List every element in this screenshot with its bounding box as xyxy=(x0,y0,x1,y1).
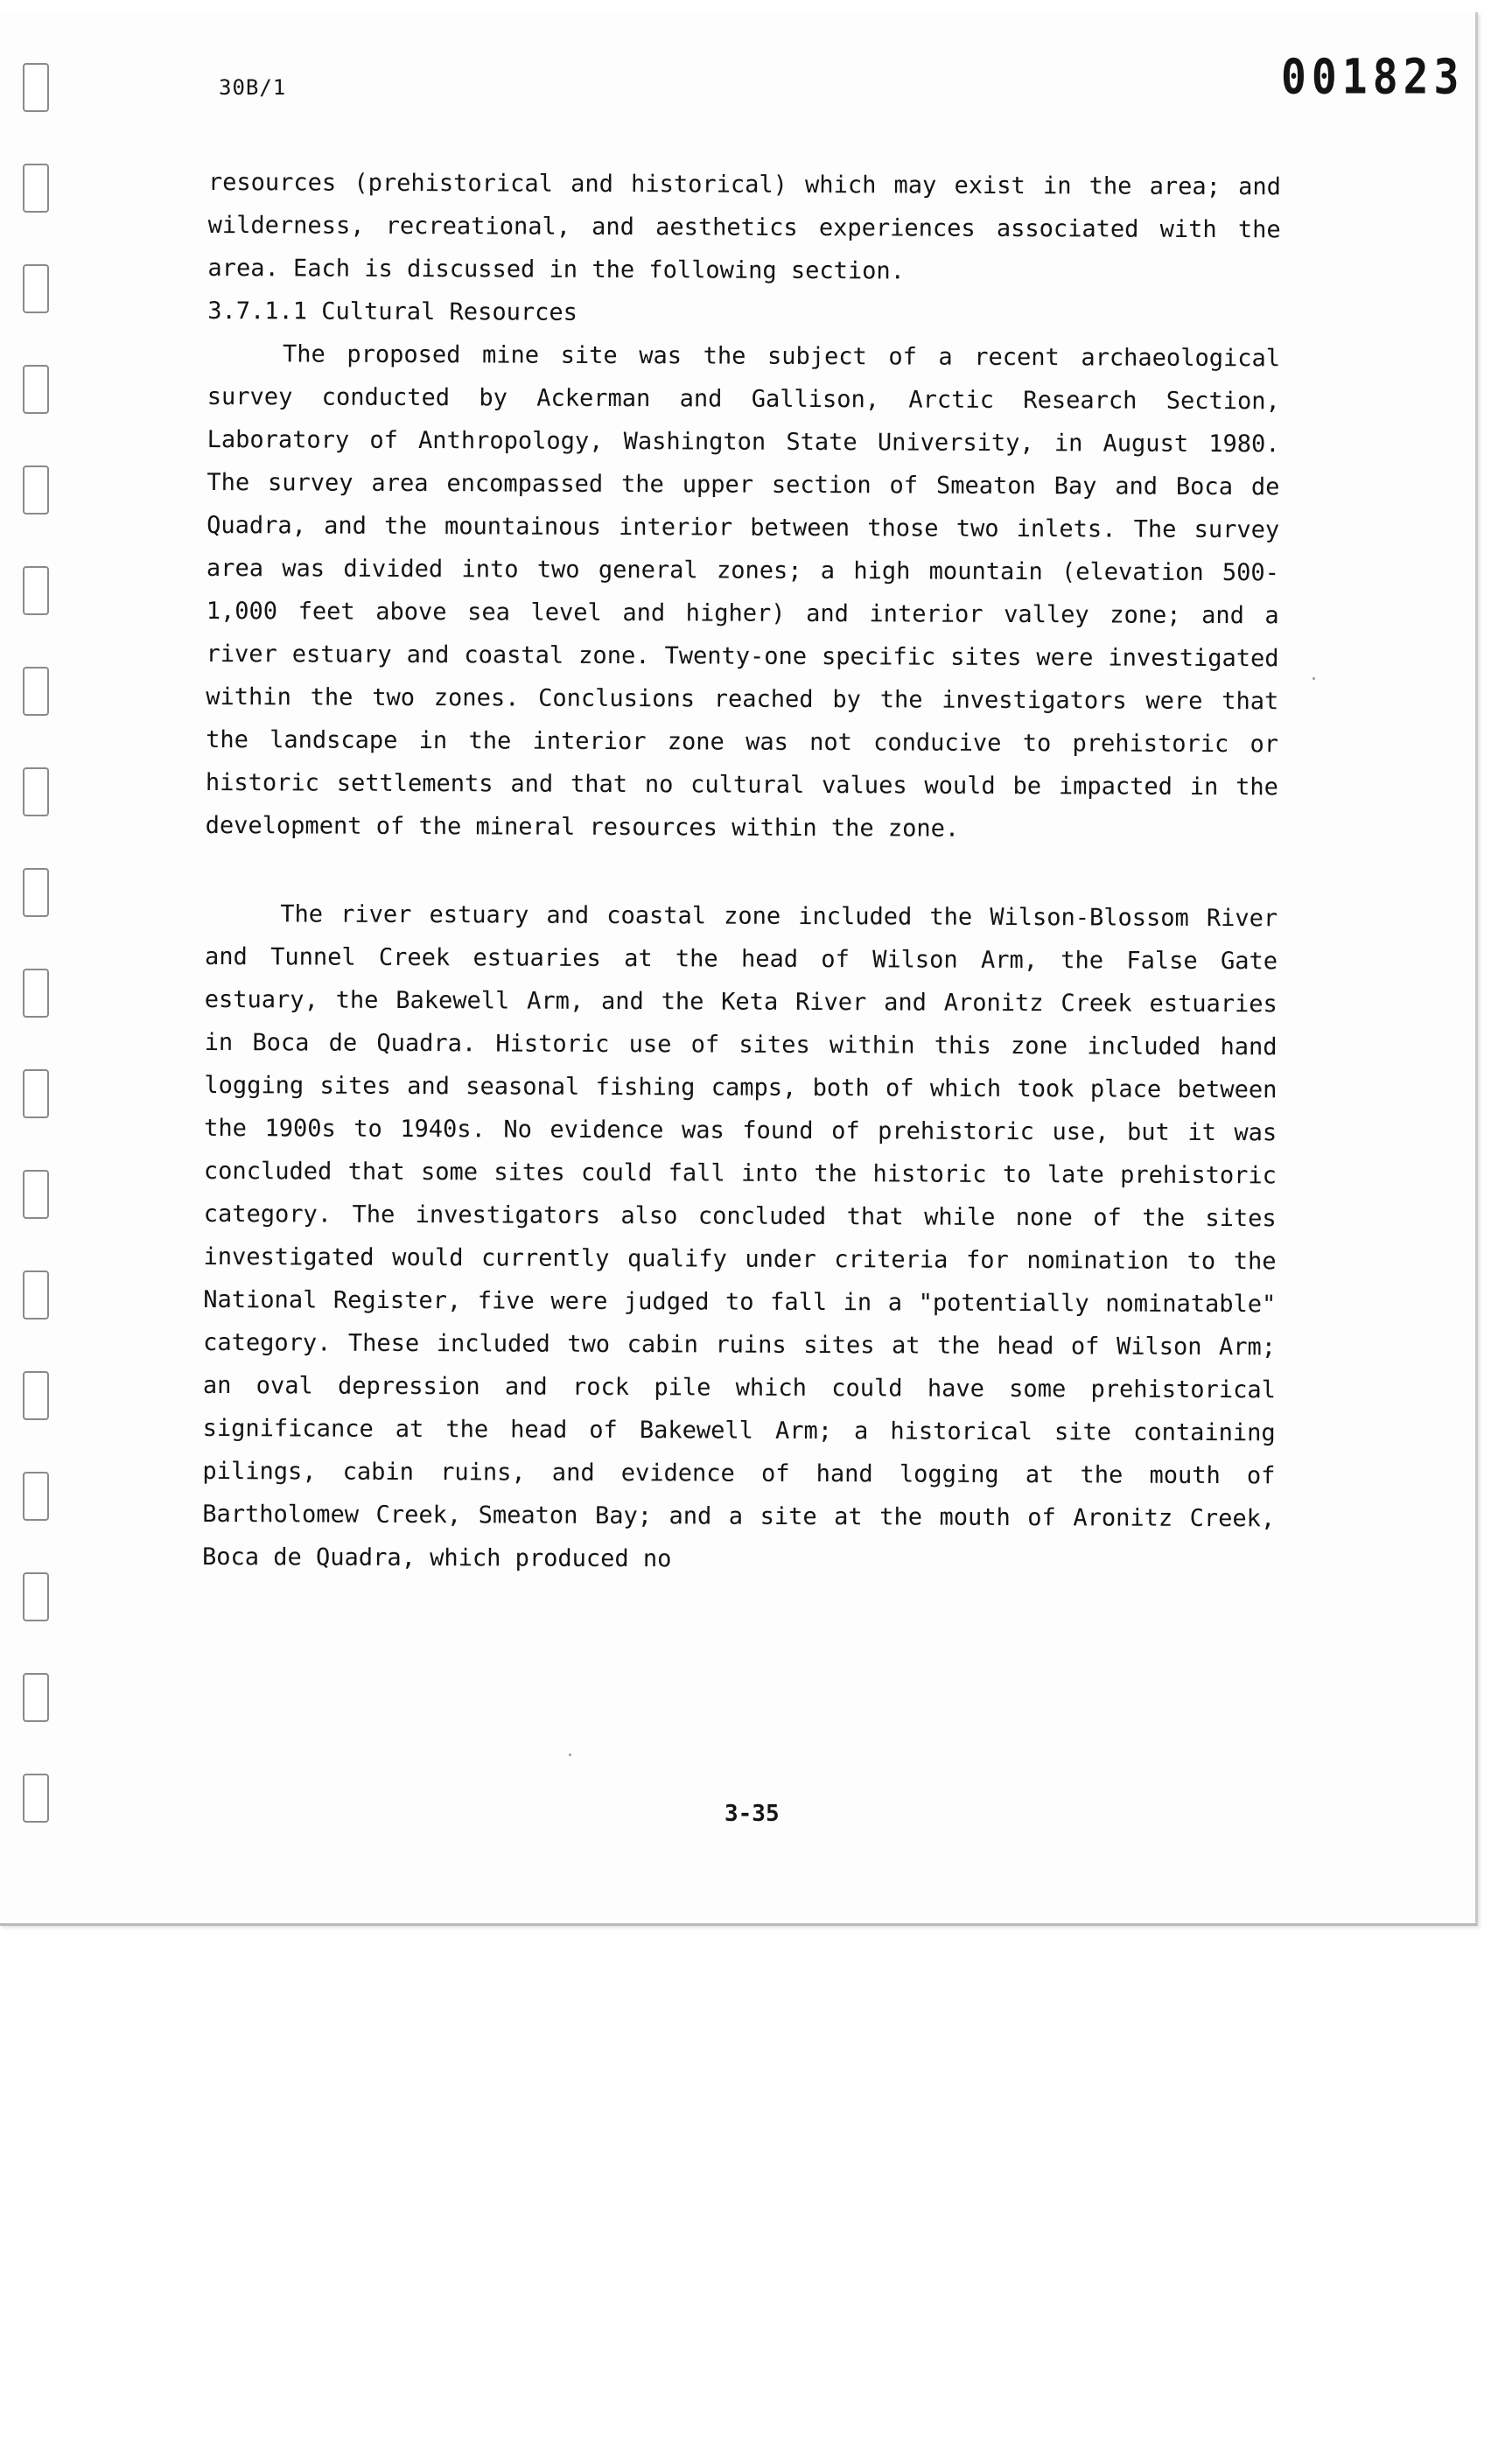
binder-hole-icon xyxy=(23,1472,49,1521)
binder-hole-icon xyxy=(23,1170,49,1219)
section-heading: 3.7.1.1 Cultural Resources xyxy=(207,297,578,326)
body-paragraph-2: The river estuary and coastal zone included the Wilson-Blossom River and Tunnel Creek estuaries at the head of Wilson Arm, the False Gate estuary, the Bakewell Arm, and the Keta River and Aronitz Creek estuaries in Boca de Quadra. Historic use of sites within this zone included hand logging sites and seasonal fishing camps, both of which took place between the 1900s to 1940s. No evidence was found of prehistoric use, but it was concluded that some sites could fall into the historic to late prehistoric category. The investigators also concluded that while none of the sites investigated would currently qualify under criteria for nomination to the National Register, five were judged to fall in a "potentially nominatable" category. These included two cabin ruins sites at the head of Wilson Arm; an oval depression and rock pile which could have some prehistorical significance at the head of Bakewell Arm; a historical site containing pilings, cabin ruins, and evidence of hand logging at the mouth of Bartholomew Creek, Smeaton Bay; and a site at the mouth of Aronitz Creek, Boca de Quadra, which produced no xyxy=(201,900,1278,1573)
binder-hole-icon xyxy=(23,1371,49,1420)
body-paragraph-1: The proposed mine site was the subject of a recent archaeological survey conducted by Ackerman and Gallison, Arctic Research Section, Laboratory of Anthropology, Washington State University, in August 1980. The survey area encompassed the upper section of Smeaton Bay and Boca de Quadra, and the mountainous interior between those two inlets. The survey area was divided into two general zones; a high mountain (elevation 500-1,000 feet above sea level and higher) and interior valley zone; and a river estuary and coastal zone. Twenty-one specific sites were investigated within the two zones. Conclusions reached by the investigators were that the landscape in the interior zone was not conducive to prehistoric or historic settlements and that no cultural values would be impacted in the development of the mineral resources within the zone. xyxy=(205,340,1281,843)
binder-hole-icon xyxy=(23,466,49,514)
binder-hole-icon xyxy=(23,1673,49,1722)
binder-hole-icon xyxy=(23,365,49,414)
binder-hole-icon xyxy=(23,63,49,112)
scan-speck xyxy=(1312,677,1315,680)
scan-speck xyxy=(569,1754,571,1756)
binder-hole-icon xyxy=(23,1572,49,1621)
binder-hole-icon xyxy=(23,1069,49,1118)
document-code: 30B/1 xyxy=(219,75,287,100)
document-stamp-number: 001823 xyxy=(1281,48,1465,106)
intro-paragraph: resources (prehistorical and historical) which may exist in the area; and wilderness, recreational, and aesthetics experiences associated with the area. Each is discussed in the following section. xyxy=(207,168,1281,285)
binder-hole-icon xyxy=(23,667,49,716)
binder-holes xyxy=(23,63,49,1874)
page-body xyxy=(202,161,1281,1583)
binder-hole-icon xyxy=(23,767,49,816)
scanned-page xyxy=(0,12,1478,1926)
binder-hole-icon xyxy=(23,969,49,1018)
binder-hole-icon xyxy=(23,264,49,313)
binder-hole-icon xyxy=(23,1774,49,1823)
binder-hole-icon xyxy=(23,1270,49,1320)
page-number: 3-35 xyxy=(724,1801,780,1827)
binder-hole-icon xyxy=(23,566,49,615)
binder-hole-icon xyxy=(23,164,49,213)
binder-hole-icon xyxy=(23,868,49,917)
